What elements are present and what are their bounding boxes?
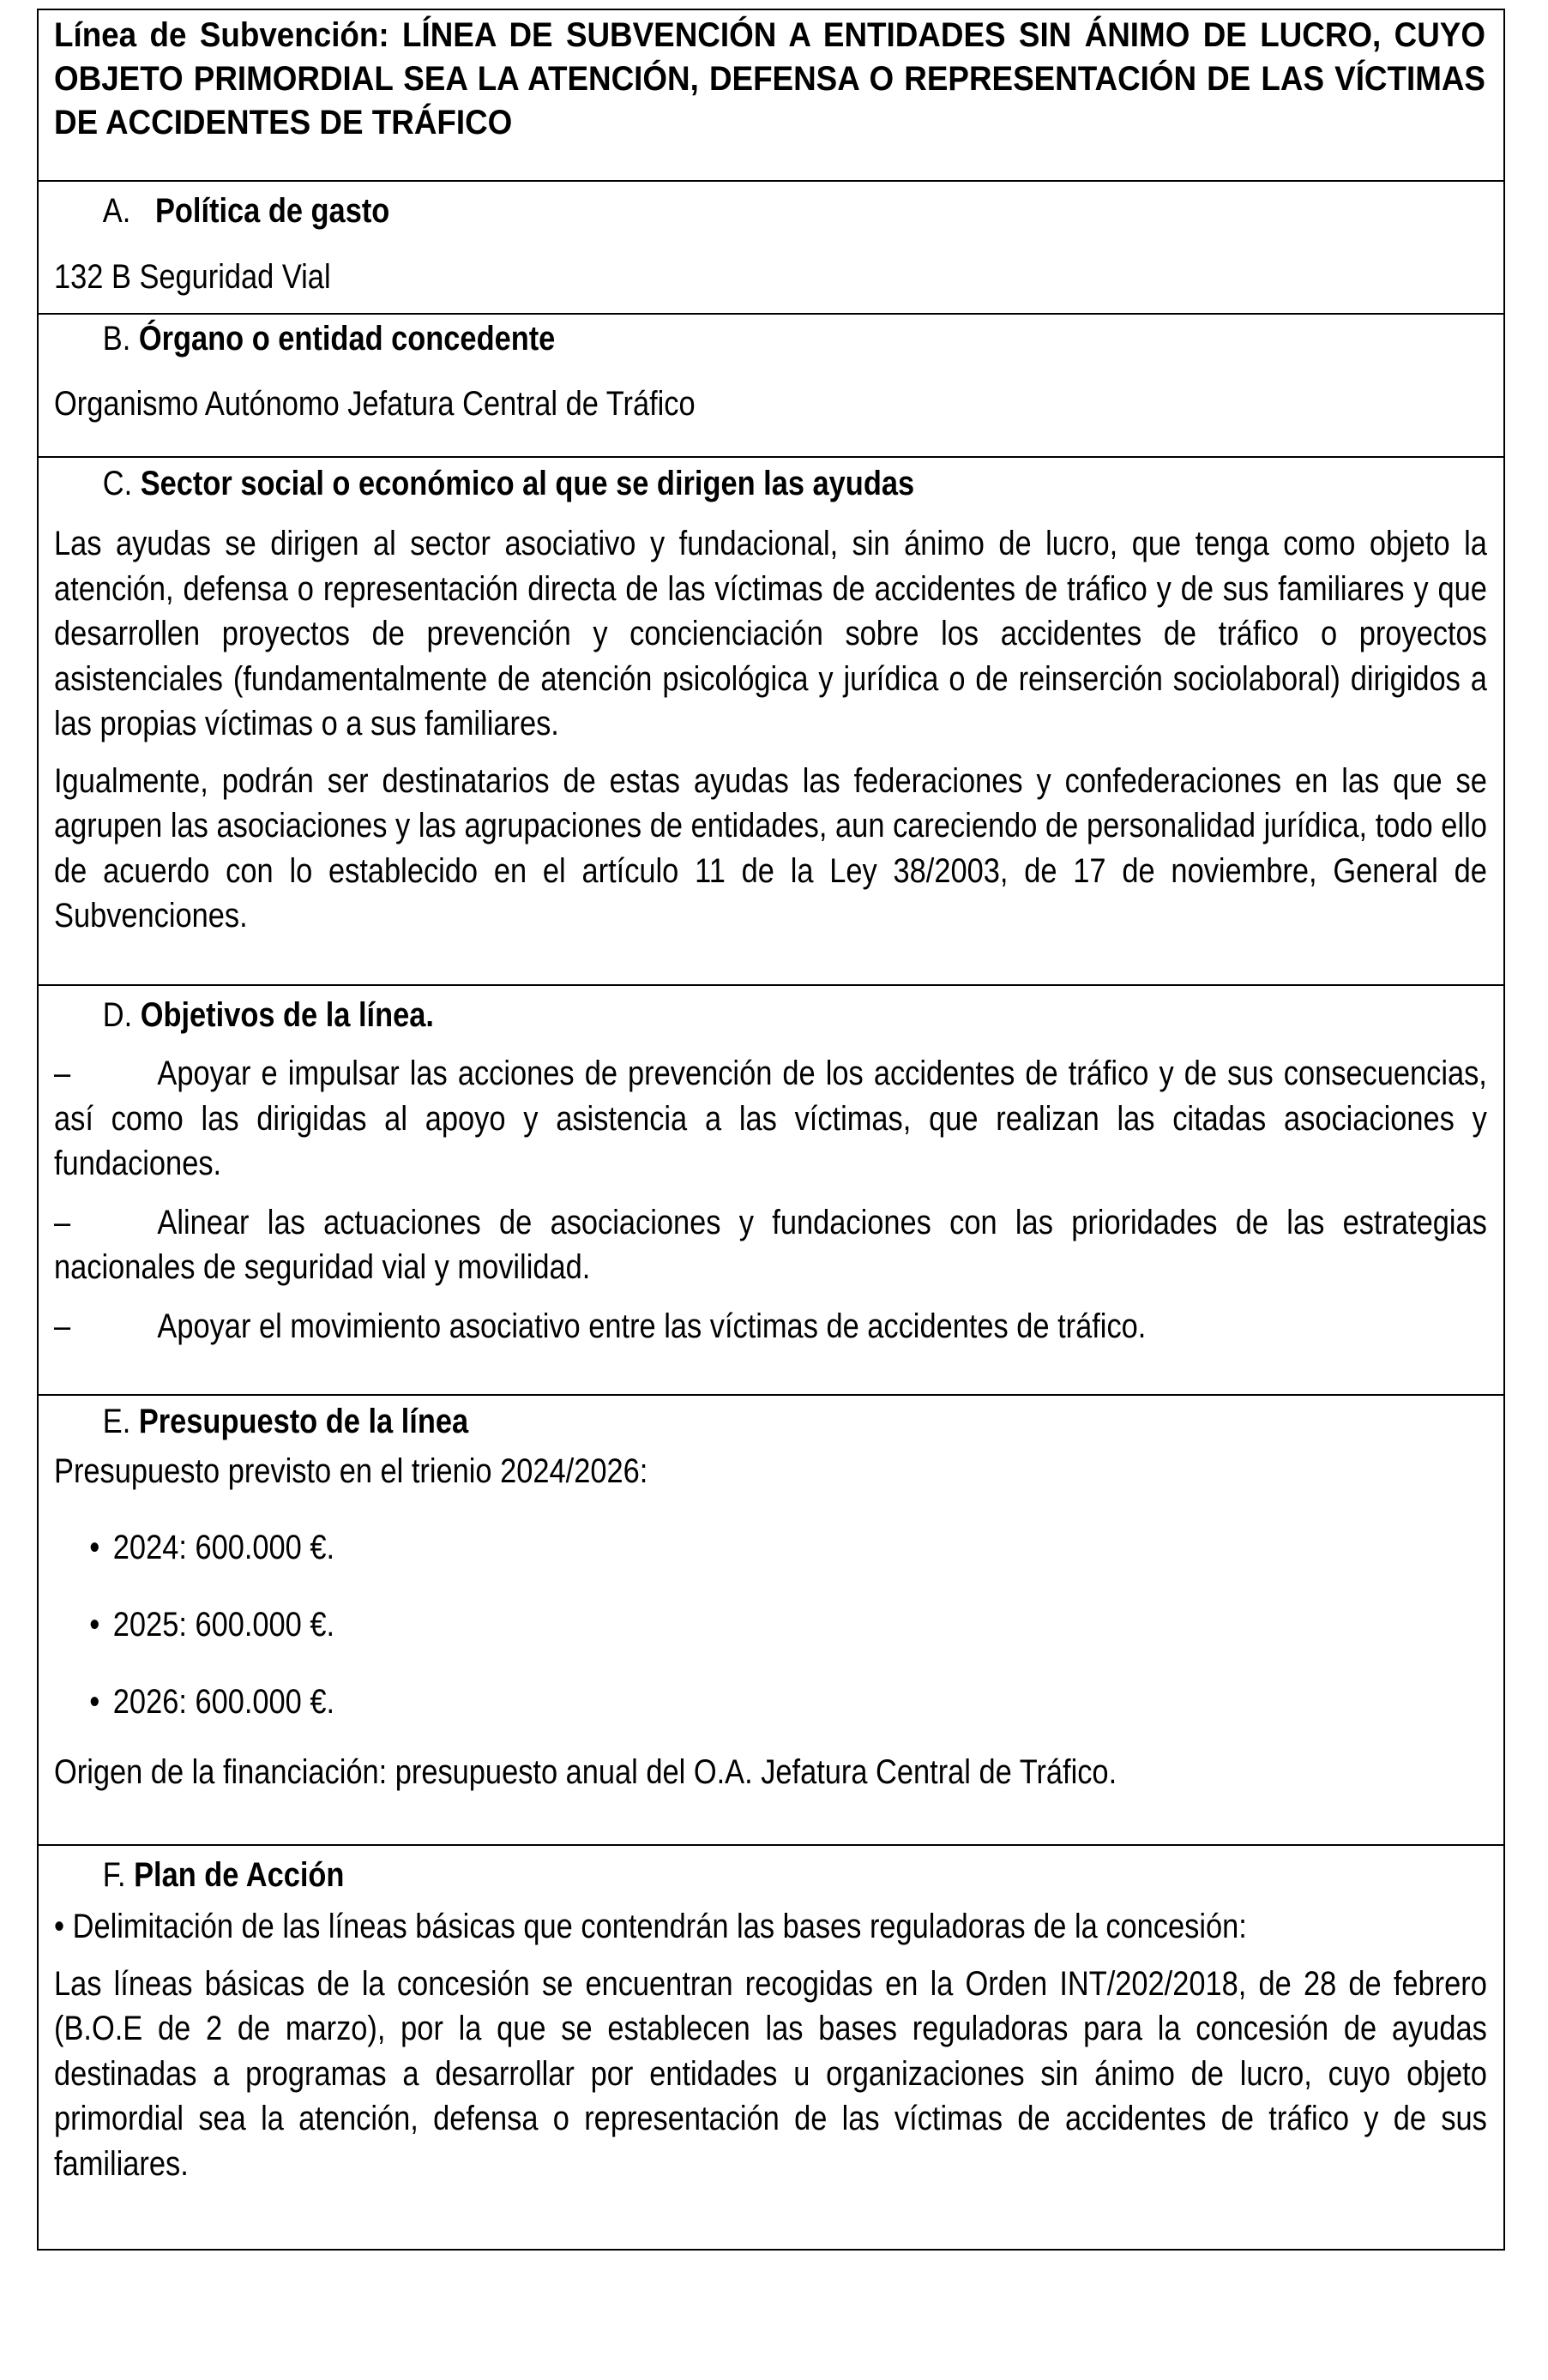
bullet-icon: • bbox=[89, 1605, 100, 1644]
section-a-body: 132 B Seguridad Vial bbox=[54, 258, 331, 296]
dash-marker: – bbox=[54, 1203, 71, 1241]
dash-marker: – bbox=[54, 1055, 71, 1092]
header-prefix: Línea de Subvención: bbox=[54, 16, 389, 54]
section-e bbox=[39, 1396, 1503, 1846]
bullet-icon: • bbox=[89, 1528, 100, 1566]
section-c-letter: C. bbox=[102, 465, 133, 502]
section-d-title: Objetivos de la línea. bbox=[140, 996, 434, 1034]
section-f-title: Plan de Acción bbox=[134, 1856, 345, 1894]
plan-body: Las líneas básicas de la concesión se encuentran recogidas en la Orden INT/202/2018, de 28 de febrero (B.O.E de 2 de marzo), por la que se establecen las bases reguladoras para la concesión de ayudas destinadas a programas a desarrollar por entidades u organizaciones sin ánimo de lucro, cuyo objeto primordial sea la atención, defensa o representación de las víctimas de accidentes de tráfico y de sus familiares. bbox=[54, 1964, 1487, 2183]
section-e-title: Presupuesto de la línea bbox=[138, 1403, 469, 1440]
budget-item-text: 2025: 600.000 €. bbox=[112, 1605, 335, 1644]
objective-item bbox=[54, 1051, 1487, 1187]
funding-origin: Origen de la financiación: presupuesto anual del O.A. Jefatura Central de Tráfico. bbox=[54, 1752, 1117, 1791]
section-b-body: Organismo Autónomo Jefatura Central de Tráfico bbox=[54, 385, 696, 423]
section-b-letter: B. bbox=[102, 320, 131, 358]
section-a-title: Política de gasto bbox=[154, 192, 390, 230]
section-b-heading bbox=[54, 316, 1503, 361]
section-c-title: Sector social o económico al que se dirigen las ayudas bbox=[140, 465, 915, 502]
section-e-heading bbox=[54, 1399, 1503, 1444]
section-b bbox=[39, 315, 1503, 458]
header-row bbox=[39, 10, 1503, 182]
section-d-heading bbox=[54, 993, 1503, 1037]
header-text: LÍNEA DE SUBVENCIÓN A ENTIDADES SIN ÁNIMO DE LUCRO, CUYO OBJETO PRIMORDIAL SEA LA ATENCIÓN, DEFENSA O REPRESENTACIÓN DE LAS VÍCTIMAS DE ACCIDENTES DE TRÁFICO bbox=[54, 16, 1485, 141]
bullet-icon: • bbox=[89, 1682, 100, 1721]
budget-item-text: 2024: 600.000 €. bbox=[112, 1528, 335, 1566]
section-a-letter: A. bbox=[102, 192, 131, 230]
plan-lead: • Delimitación de las líneas básicas que contendrán las bases reguladoras de la concesión: bbox=[54, 1908, 1247, 1945]
section-f-letter: F. bbox=[102, 1856, 126, 1894]
section-c-paragraph-1: Las ayudas se dirigen al sector asociativo y fundacional, sin ánimo de lucro, que tenga como objeto la atención, defensa o representación directa de las víctimas de accidentes de tráfico y de sus familiares y que desarrollen proyectos de prevención y concienciación sobre los accidentes de tráfico o proyectos asistenciales (fundamentalmente de atención psicológica y jurídica o de reinserción sociolaboral) dirigidos a las propias víctimas o a sus familiares. bbox=[54, 525, 1487, 742]
section-c bbox=[39, 458, 1503, 986]
budget-intro: Presupuesto previsto en el trienio 2024/2026: bbox=[54, 1452, 648, 1490]
budget-item-2026 bbox=[54, 1680, 1487, 1724]
section-f bbox=[39, 1846, 1503, 2249]
section-a-heading bbox=[54, 189, 1503, 233]
section-f-heading bbox=[54, 1853, 1503, 1897]
objective-item bbox=[54, 1200, 1487, 1290]
section-d bbox=[39, 986, 1503, 1396]
section-b-title: Órgano o entidad concedente bbox=[138, 320, 556, 358]
subsidy-table bbox=[37, 9, 1505, 2251]
section-c-heading bbox=[54, 461, 1503, 506]
budget-item-2024 bbox=[54, 1525, 1487, 1570]
section-d-letter: D. bbox=[102, 996, 133, 1034]
objective-item bbox=[54, 1304, 1487, 1349]
header-title bbox=[54, 10, 1485, 145]
section-c-paragraph-2: Igualmente, podrán ser destinatarios de estas ayudas las federaciones y confederaciones en las que se agrupen las asociaciones y las agrupaciones de entidades, aun careciendo de personalidad jurídica, todo ello de acuerdo con lo establecido en el artículo 11 de la Ley 38/2003, de 17 de noviembre, General de Subvenciones. bbox=[54, 761, 1487, 935]
section-a bbox=[39, 182, 1503, 315]
objective-text: Apoyar e impulsar las acciones de prevención de los accidentes de tráfico y de sus consecuencias, así como las dirigidas al apoyo y asistencia a las víctimas, que realizan las citadas asociaciones y fundaciones. bbox=[54, 1055, 1487, 1182]
budget-item-2025 bbox=[54, 1602, 1487, 1647]
objective-text: Apoyar el movimiento asociativo entre las víctimas de accidentes de tráfico. bbox=[157, 1307, 1147, 1345]
budget-item-text: 2026: 600.000 €. bbox=[112, 1682, 335, 1721]
objective-text: Alinear las actuaciones de asociaciones y fundaciones con las prioridades de las estrategias nacionales de seguridad vial y movilidad. bbox=[54, 1203, 1487, 1286]
dash-marker: – bbox=[54, 1307, 71, 1345]
section-e-letter: E. bbox=[102, 1403, 131, 1440]
